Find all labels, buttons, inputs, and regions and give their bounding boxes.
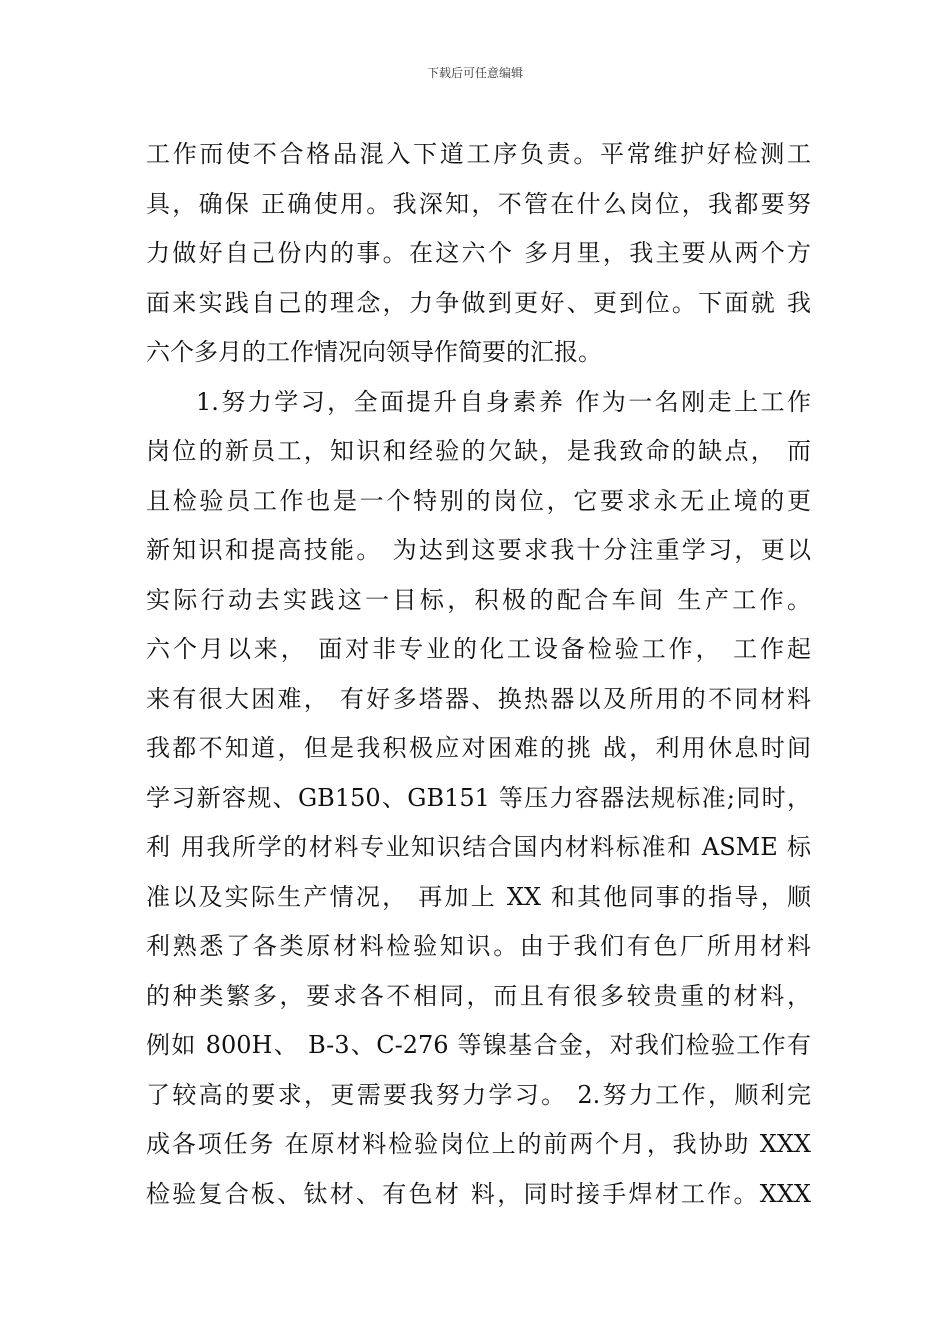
text-line: 检验复合板、钛材、有色材 料，同时接手焊材工作。XXX bbox=[146, 1179, 811, 1208]
text-line: 例如 800H、 B-3、C-276 等镍基合金，对我们检验工作有 bbox=[146, 1031, 811, 1059]
text-line: 了较高的要求，更需要我努力学习。 2.努力工作，顺利完 bbox=[146, 1080, 811, 1109]
text-line: 的种类繁多，要求各不相同，而且有很多较贵重的材料， bbox=[146, 981, 811, 1010]
text-line: 具，确保 正确使用。我深知，不管在什么岗位，我都要努 bbox=[146, 189, 811, 218]
text-line: 实际行动去实践这一目标，积极的配合车间 生产工作。 bbox=[146, 585, 811, 614]
text-line: 岗位的新员工，知识和经验的欠缺，是我致命的缺点， 而 bbox=[146, 437, 811, 465]
text-line: 六个多月的工作情况向领导作简要的汇报。 bbox=[146, 338, 602, 366]
text-line: 来有很大困难， 有好多塔器、换热器以及所用的不同材料 bbox=[146, 684, 811, 713]
text-line: 六个月以来， 面对非专业的化工设备检验工作， 工作起 bbox=[146, 635, 811, 663]
text-line: 1.努力学习，全面提升自身素养 作为一名刚走上工作 bbox=[196, 387, 811, 416]
text-line: 利 用我所学的材料专业知识结合国内材料标准和 ASME 标 bbox=[146, 833, 811, 861]
text-line: 面来实践自己的理念，力争做到更好、更到位。下面就 我 bbox=[146, 288, 811, 317]
text-line: 工作而使不合格品混入下道工序负责。平常维护好检测工 bbox=[146, 140, 811, 168]
text-line: 我都不知道，但是我积极应对困难的挑 战，利用休息时间 bbox=[146, 734, 811, 762]
text-line: 准以及实际生产情况， 再加上 XX 和其他同事的指导，顺 bbox=[146, 882, 811, 911]
text-line: 学习新容规、GB150、GB151 等压力容器法规标准;同时， bbox=[146, 783, 811, 812]
text-line: 力做好自己份内的事。在这六个 多月里，我主要从两个方 bbox=[146, 239, 811, 267]
text-line: 利熟悉了各类原材料检验知识。由于我们有色厂所用材料 bbox=[146, 932, 811, 960]
page-header-note: 下载后可任意编辑 bbox=[426, 66, 523, 80]
text-line: 新知识和提高技能。 为达到这要求我十分注重学习，更以 bbox=[146, 536, 811, 564]
text-line: 且检验员工作也是一个特别的岗位，它要求永无止境的更 bbox=[146, 486, 811, 515]
document-body bbox=[146, 130, 811, 1219]
text-line: 成各项任务 在原材料检验岗位上的前两个月，我协助 XXX bbox=[146, 1130, 811, 1158]
